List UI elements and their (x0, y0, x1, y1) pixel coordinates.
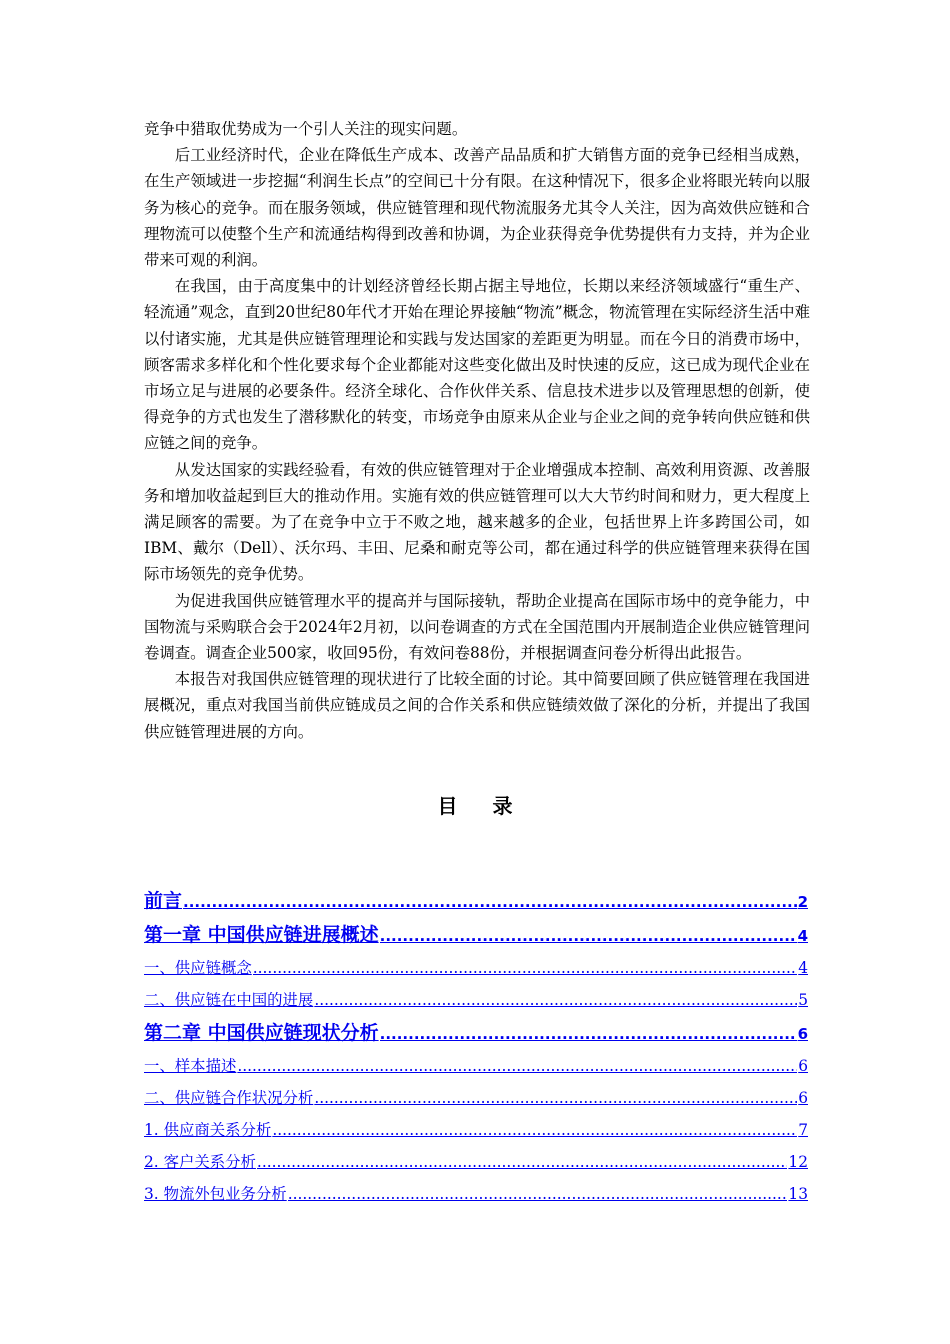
toc-entry-label: 第二章 中国供应链现状分析 (144, 1022, 379, 1044)
toc-entry-label: 一、供应链概念 (144, 959, 252, 977)
toc-entry-subsection-1[interactable] (144, 1114, 808, 1146)
paragraph: 在我国，由于高度集中的计划经济曾经长期占据主导地位，长期以来经济领域盛行“重生产、轻流通”观念，直到20世纪80年代才开始在理论界接触“物流”概念，物流管理在实际经济生活中难以付诸实施，尤其是供应链管理理论和实践与发达国家的差距更为明显。而在今日的消费市场中，顾客需求多样化和个性化要求每个企业都能对这些变化做出及时快速的反应，这已成为现代企业在市场立足与进展的必要条件。经济全球化、合作伙伴关系、信息技术进步以及管理思想的创新，使得竞争的方式也发生了潜移默化的转变，市场竞争由原来从企业与企业之间的竞争转向供应链和供应链之间的竞争。 (144, 277, 810, 453)
toc-page-number: 7 (798, 1121, 808, 1139)
toc-entry-label: 1. 供应商关系分析 (144, 1121, 272, 1139)
toc-leader-dots (380, 1017, 797, 1050)
toc-page-number: 4 (797, 927, 808, 945)
toc-entry-label: 前言 (144, 890, 183, 912)
toc-leader-dots (183, 885, 797, 918)
toc-entry-chapter-1[interactable] (144, 918, 808, 952)
toc-page-number: 6 (797, 1025, 808, 1043)
paragraph: 从发达国家的实践经验看，有效的供应链管理对于企业增强成本控制、高效利用资源、改善服务和增加收益起到巨大的推动作用。实施有效的供应链管理可以大大节约时间和财力，更大程度上满足顾客的需要。为了在竞争中立于不败之地，越来越多的企业，包括世界上许多跨国公司，如IBM、戴尔（Dell）、沃尔玛、丰田、尼桑和耐克等公司，都在通过科学的供应链管理来获得在国际市场领先的竞争优势。 (144, 460, 810, 584)
toc-page-number: 13 (788, 1185, 808, 1203)
body-text (144, 116, 810, 745)
toc-leader-dots (257, 1146, 787, 1178)
paragraph: 本报告对我国供应链管理的现状进行了比较全面的讨论。其中简要回顾了供应链管理在我国进展概况，重点对我国当前供应链成员之间的合作关系和供应链绩效做了深化的分析，并提出了我国供应链管理进展的方向。 (144, 670, 810, 741)
toc-title: 目 录 (437, 794, 527, 818)
toc-entry-subsection-2[interactable] (144, 1146, 808, 1178)
toc-leader-dots (253, 952, 797, 984)
table-of-contents (144, 884, 808, 1210)
toc-page-number: 4 (798, 959, 808, 977)
toc-entry-label: 二、供应链在中国的进展 (144, 991, 314, 1009)
paragraph: 后工业经济时代，企业在降低生产成本、改善产品品质和扩大销售方面的竞争已经相当成熟，在生产领域进一步挖掘“利润生长点”的空间已十分有限。在这种情况下，很多企业将眼光转向以服务为核心的竞争。而在服务领域，供应链管理和现代物流服务尤其令人关注，因为高效供应链和合理物流可以使整个生产和流通结构得到改善和协调，为企业获得竞争优势提供有力支持，并为企业带来可观的利润。 (144, 146, 810, 270)
toc-entry-label: 2. 客户关系分析 (144, 1153, 256, 1171)
paragraph: 竞争中猎取优势成为一个引人关注的现实问题。 (144, 120, 468, 138)
toc-entry-label: 3. 物流外包业务分析 (144, 1185, 287, 1203)
toc-page-number: 2 (797, 893, 808, 911)
toc-entry-preface[interactable] (144, 884, 808, 918)
toc-entry-section-2-1[interactable] (144, 1050, 808, 1082)
toc-entry-section-2-2[interactable] (144, 1082, 808, 1114)
toc-leader-dots (237, 1050, 797, 1082)
toc-leader-dots (272, 1114, 797, 1146)
toc-page-number: 6 (798, 1089, 808, 1107)
toc-entry-chapter-2[interactable] (144, 1016, 808, 1050)
toc-entry-subsection-3[interactable] (144, 1178, 808, 1210)
toc-page-number: 12 (788, 1153, 808, 1171)
toc-entry-label: 二、供应链合作状况分析 (144, 1089, 314, 1107)
toc-entry-section-1-1[interactable] (144, 952, 808, 984)
toc-entry-section-1-2[interactable] (144, 984, 808, 1016)
toc-page-number: 6 (798, 1057, 808, 1075)
toc-entry-label: 一、样本描述 (144, 1057, 237, 1075)
paragraph: 为促进我国供应链管理水平的提高并与国际接轨，帮助企业提高在国际市场中的竞争能力，中国物流与采购联合会于2024年2月初，以问卷调查的方式在全国范围内开展制造企业供应链管理问卷调查。调查企业500家，收回95份，有效问卷88份，并根据调查问卷分析得出此报告。 (144, 591, 810, 663)
toc-leader-dots (380, 919, 797, 952)
toc-page-number: 5 (798, 991, 808, 1009)
toc-leader-dots (288, 1178, 788, 1210)
toc-leader-dots (314, 984, 797, 1016)
toc-entry-label: 第一章 中国供应链进展概述 (144, 924, 379, 946)
toc-leader-dots (314, 1082, 797, 1114)
